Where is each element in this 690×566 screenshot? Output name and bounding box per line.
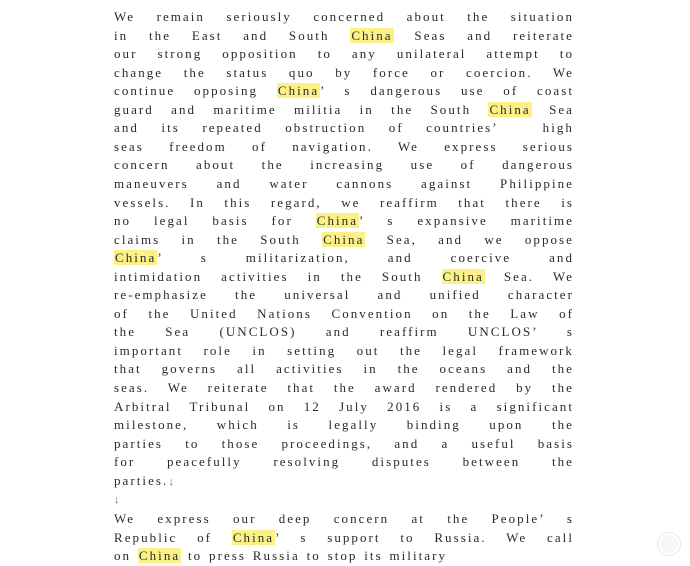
text-line xyxy=(114,119,574,138)
text-segment: intimidation activities in the South xyxy=(114,268,442,284)
text-line xyxy=(114,249,574,268)
text-segment: no legal basis for xyxy=(114,213,316,229)
watermark-logo-icon xyxy=(658,533,680,555)
text-segment: for peacefully resolving disputes between the xyxy=(114,454,574,470)
text-line xyxy=(114,82,574,101)
text-segment: seas freedom of navigation. We express serious xyxy=(114,138,574,154)
text-segment: that governs all activities in the oceans and the xyxy=(114,361,574,377)
text-segment: concern about the increasing use of dangerous xyxy=(114,157,574,173)
text-line xyxy=(114,305,574,324)
text-line xyxy=(114,268,574,287)
text-line xyxy=(114,342,574,361)
highlighted-term: China xyxy=(232,529,275,545)
text-segment: re-emphasize the universal and unified character xyxy=(114,287,574,303)
text-line xyxy=(114,490,574,509)
text-line xyxy=(114,138,574,157)
text-segment: milestone, which is legally binding upon the xyxy=(114,417,574,433)
text-line xyxy=(114,416,574,435)
text-line xyxy=(114,379,574,398)
text-segment: Republic of xyxy=(114,529,232,545)
text-segment: our strong opposition to any unilateral attempt to xyxy=(114,46,574,62)
text-segment: in the East and South xyxy=(114,27,351,43)
paragraph-mark-icon: ↓ xyxy=(114,494,120,507)
text-line xyxy=(114,64,574,83)
text-segment: Sea, and we oppose xyxy=(365,231,574,247)
text-segment: We express our deep concern at the People’ s xyxy=(114,511,574,527)
text-segment: seas. We reiterate that the award rendered by the xyxy=(114,380,574,395)
text-line xyxy=(114,286,574,305)
text-segment: vessels. In this regard, we reaffirm that there is xyxy=(114,194,574,210)
text-segment: guard and maritime militia in the South xyxy=(114,101,489,117)
text-line xyxy=(114,360,574,379)
highlighted-term: China xyxy=(442,268,484,284)
highlighted-term: China xyxy=(138,548,181,564)
text-segment: change the status quo by force or coercion. We xyxy=(114,64,574,80)
highlighted-term: China xyxy=(323,231,365,247)
text-segment: continue opposing xyxy=(114,83,277,99)
text-segment: important role in setting out the legal framework xyxy=(114,342,574,358)
text-line xyxy=(114,231,574,250)
text-line xyxy=(114,453,574,472)
paragraph-mark-icon: ↓ xyxy=(168,475,174,488)
text-segment: to press Russia to stop its military xyxy=(181,548,448,564)
text-segment: and its repeated obstruction of countries’ high xyxy=(114,120,574,136)
text-line xyxy=(114,323,574,342)
text-segment: the Sea (UNCLOS) and reaffirm UNCLOS’ s xyxy=(114,324,574,340)
text-line xyxy=(114,194,574,213)
text-line xyxy=(114,156,574,175)
text-line xyxy=(114,435,574,454)
text-segment: claims in the South xyxy=(114,231,323,247)
text-line xyxy=(114,45,574,64)
text-segment: on xyxy=(114,548,138,564)
highlighted-term: China xyxy=(489,101,531,117)
source-watermark xyxy=(658,533,680,555)
text-segment: ’ s militarization, and coercive and xyxy=(157,250,574,266)
highlighted-term: China xyxy=(115,250,157,266)
text-segment: We remain seriously concerned about the situation xyxy=(114,9,574,24)
text-line xyxy=(114,8,574,27)
text-line xyxy=(114,27,574,46)
text-segment: of the United Nations Convention on the Law of xyxy=(114,305,574,321)
text-line xyxy=(114,547,574,566)
text-line xyxy=(114,510,574,529)
text-line xyxy=(114,101,574,120)
highlighted-term: China xyxy=(351,27,393,43)
text-line xyxy=(114,529,574,548)
text-line xyxy=(114,175,574,194)
text-segment: Sea. We xyxy=(484,268,574,284)
highlighted-term: China xyxy=(316,213,359,229)
text-segment: ’ s expansive maritime xyxy=(359,213,574,229)
text-line xyxy=(114,212,574,231)
text-segment: Sea xyxy=(531,101,574,117)
text-segment: maneuvers and water cannons against Philippine xyxy=(114,175,574,191)
text-segment: Arbitral Tribunal on 12 July 2016 is a significant xyxy=(114,398,574,414)
text-segment: ’ s support to Russia. We call xyxy=(275,529,574,545)
text-segment: ’ s dangerous use of coast xyxy=(320,83,574,99)
text-line xyxy=(114,472,574,491)
highlighted-term: China xyxy=(277,83,320,99)
text-line xyxy=(114,398,574,417)
text-segment: parties to those proceedings, and a useful basis xyxy=(114,435,574,451)
text-segment: Seas and reiterate xyxy=(393,27,575,43)
text-segment: parties. xyxy=(114,472,169,488)
